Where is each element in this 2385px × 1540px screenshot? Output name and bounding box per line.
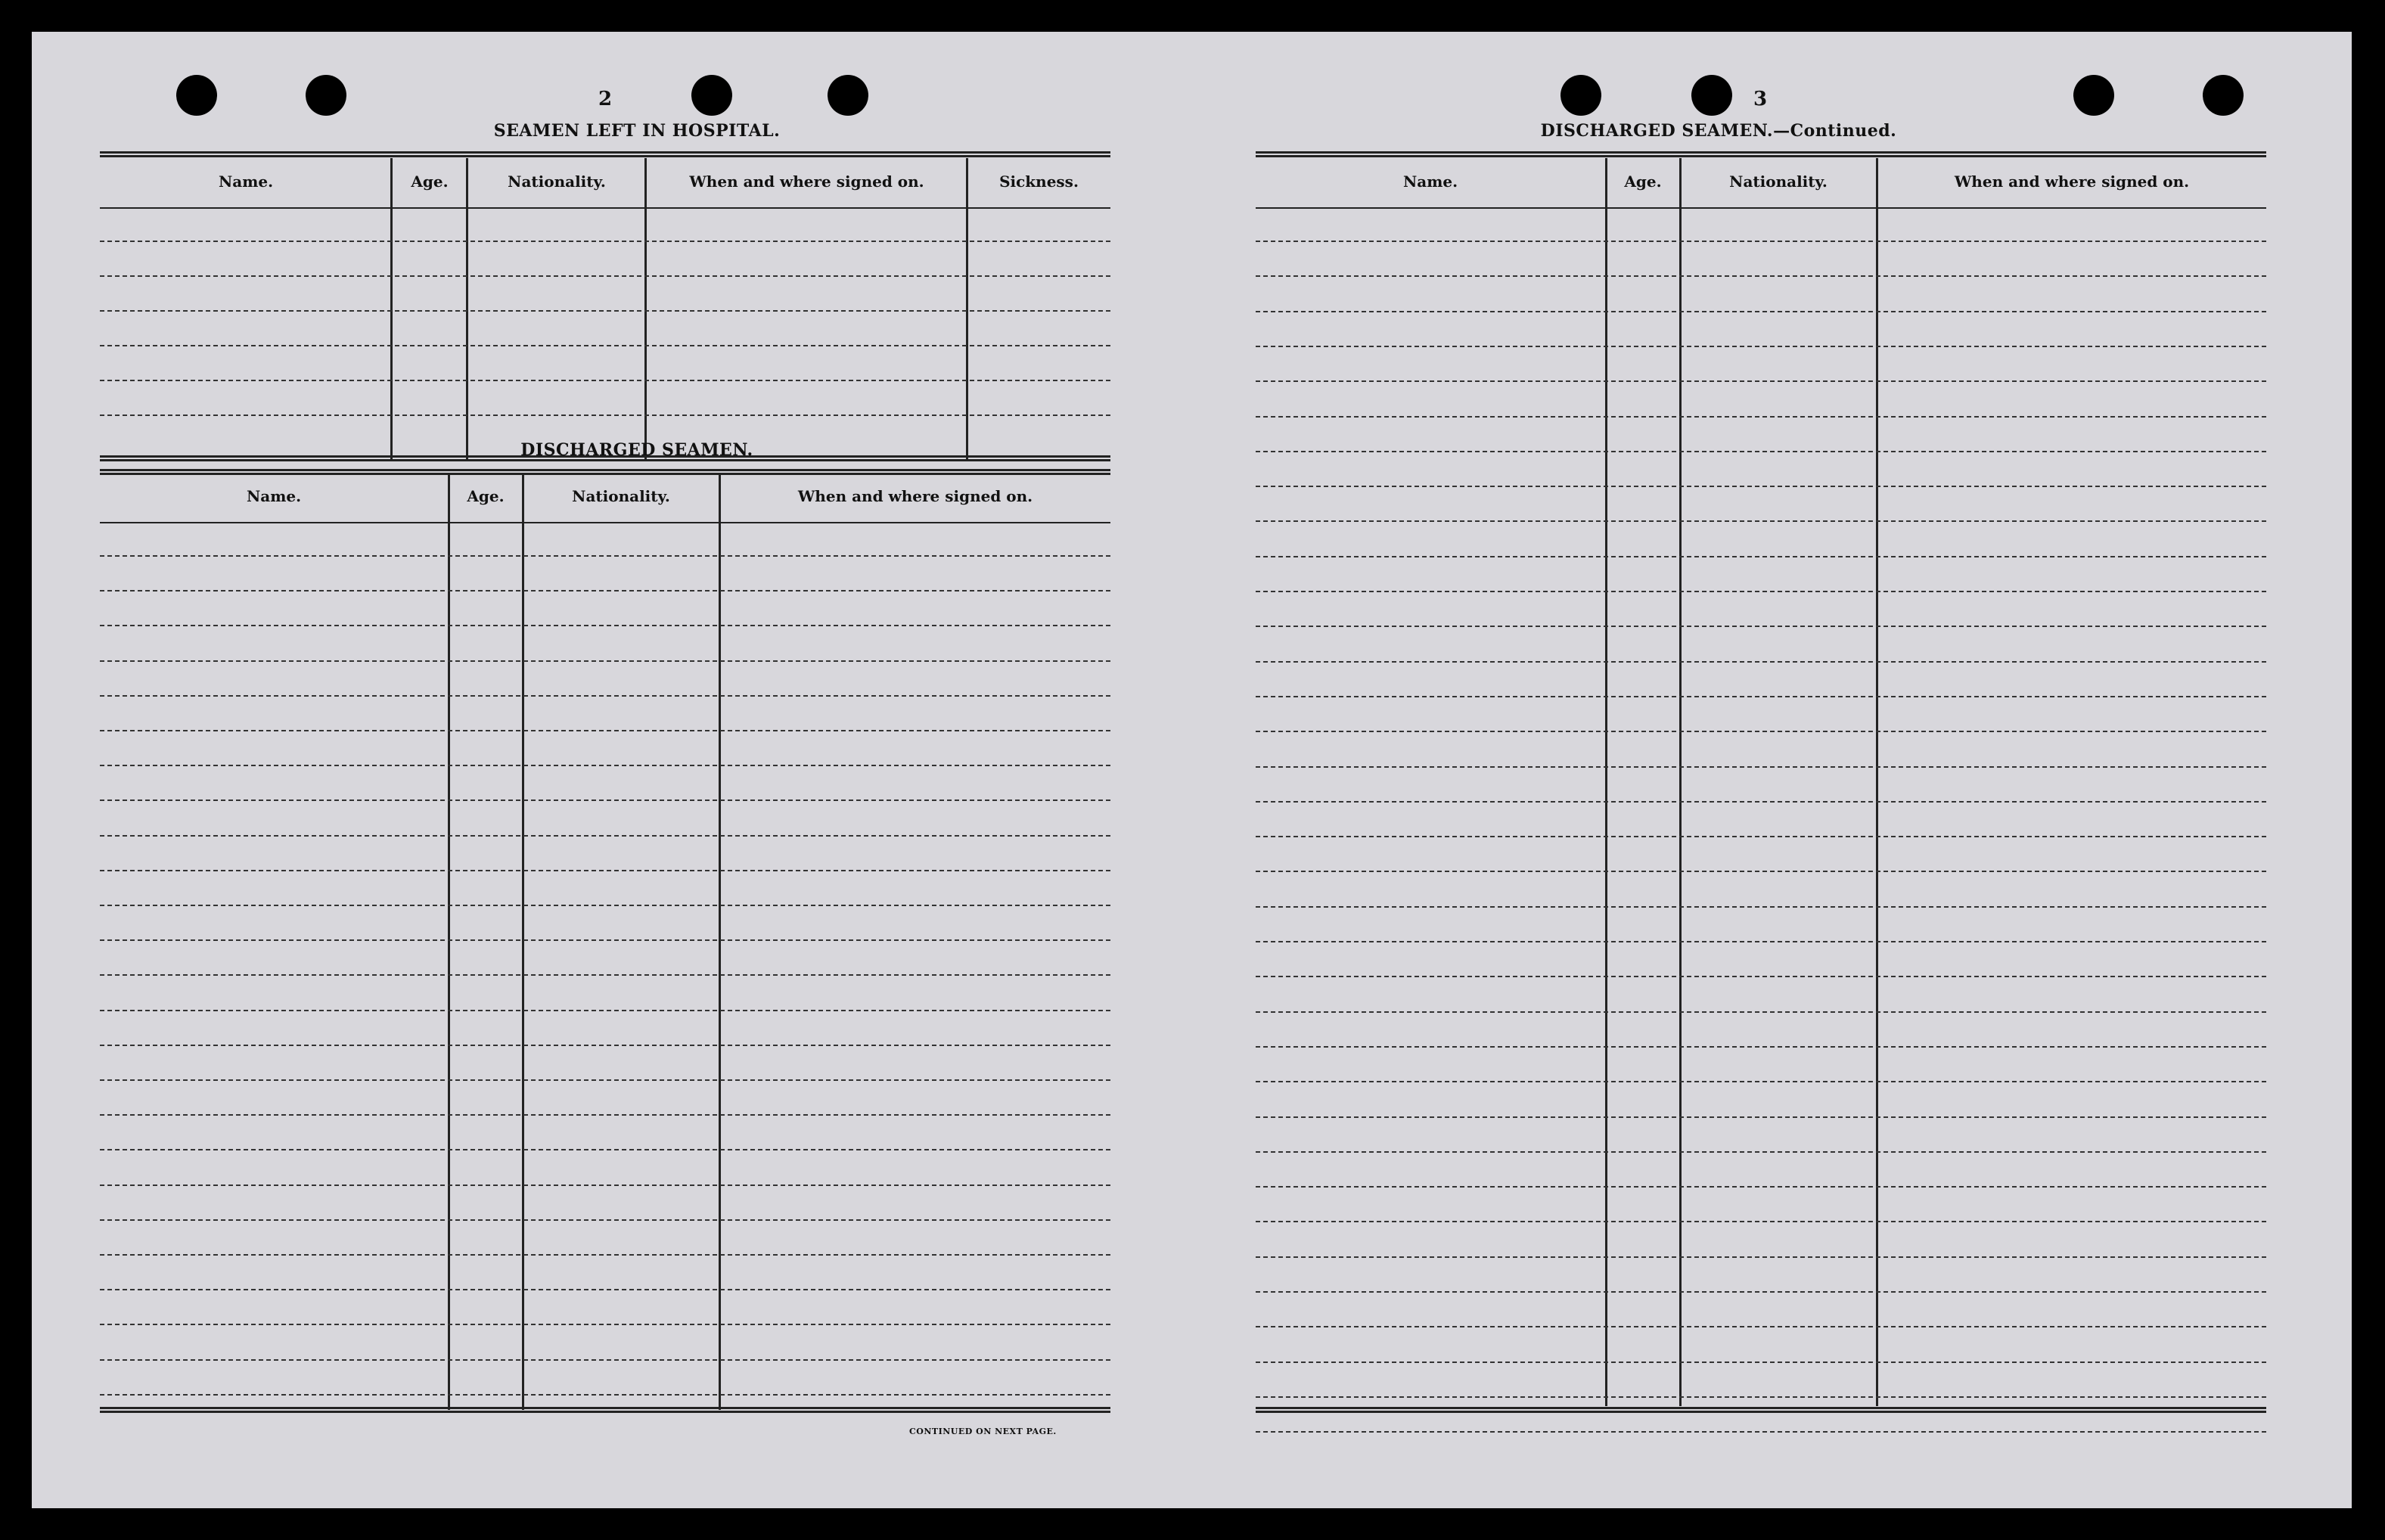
table-row-line	[100, 835, 1110, 837]
table-row-line	[1256, 976, 2266, 977]
table-row-line	[100, 1324, 1110, 1325]
hospital-col-name: Name.	[218, 172, 274, 191]
discharged-col-nationality: Nationality.	[572, 487, 670, 505]
table-row-line	[100, 799, 1110, 801]
table-row-line	[1256, 1081, 2266, 1082]
hospital-col-sickness: Sickness.	[999, 172, 1079, 191]
form-sheet	[32, 32, 2352, 1508]
punch-hole	[828, 75, 868, 116]
table-row-line	[1256, 1291, 2266, 1293]
table-row-line	[1256, 801, 2266, 803]
right-col-name: Name.	[1402, 172, 1458, 191]
discharged-col-age: Age.	[467, 487, 505, 505]
table-row-line	[100, 1010, 1110, 1011]
table-row-line	[100, 1114, 1110, 1116]
table-row-line	[100, 1149, 1110, 1150]
table-row-line	[100, 1045, 1110, 1046]
table-row-line	[100, 1079, 1110, 1081]
right-header-rule	[1256, 207, 2266, 209]
table-row-line	[100, 590, 1110, 591]
table-row-line	[100, 1359, 1110, 1361]
table-row-line	[100, 905, 1110, 906]
table-row-line	[1256, 1151, 2266, 1153]
punch-hole	[1560, 75, 1601, 116]
table-row-line	[1256, 275, 2266, 277]
punch-hole	[2073, 75, 2114, 116]
table-row-line	[100, 414, 1110, 416]
table-row-line	[1256, 451, 2266, 452]
table-row-line	[1256, 731, 2266, 732]
table-row-line	[1256, 346, 2266, 347]
table-row-line	[1256, 1046, 2266, 1048]
right-table-bottom-rule	[1256, 1407, 2266, 1413]
hospital-col-nationality: Nationality.	[508, 172, 606, 191]
table-row-line	[100, 310, 1110, 312]
right-col-when-where: When and where signed on.	[1954, 172, 2190, 191]
table-row-line	[1256, 311, 2266, 312]
discharged-continued-title: DISCHARGED SEAMEN.—Continued.	[1540, 121, 1897, 141]
hospital-col-age: Age.	[411, 172, 449, 191]
table-row-line	[1256, 696, 2266, 697]
discharged-col-divider	[522, 475, 524, 1410]
table-row-line	[1256, 1431, 2266, 1433]
table-row-line	[1256, 871, 2266, 872]
right-col-nationality: Nationality.	[1729, 172, 1828, 191]
discharged-table-bottom-rule	[100, 1407, 1110, 1413]
table-row-line	[1256, 1221, 2266, 1222]
discharged-col-name: Name.	[246, 487, 302, 505]
table-row-line	[100, 1254, 1110, 1256]
table-row-line	[1256, 766, 2266, 768]
hospital-table-top-rule	[100, 151, 1110, 157]
discharged-header-rule	[100, 522, 1110, 523]
table-row-line	[1256, 1326, 2266, 1327]
table-row-line	[100, 660, 1110, 662]
discharged-table-top-rule	[100, 469, 1110, 475]
table-row-line	[100, 1394, 1110, 1396]
table-row-line	[1256, 941, 2266, 942]
table-row-line	[100, 765, 1110, 766]
right-table-top-rule	[1256, 151, 2266, 157]
discharged-col-divider	[448, 475, 450, 1410]
table-row-line	[1256, 626, 2266, 627]
table-row-line	[1256, 380, 2266, 382]
table-row-line	[1256, 1186, 2266, 1188]
table-row-line	[100, 870, 1110, 871]
page-number-left: 2	[598, 88, 613, 110]
table-row-line	[1256, 556, 2266, 557]
table-row-line	[100, 1289, 1110, 1290]
punch-hole	[306, 75, 346, 116]
table-row-line	[1256, 836, 2266, 837]
punch-hole	[691, 75, 732, 116]
table-row-line	[100, 695, 1110, 697]
table-row-line	[1256, 1116, 2266, 1118]
punch-hole	[2203, 75, 2244, 116]
table-row-line	[1256, 1256, 2266, 1258]
table-row-line	[100, 939, 1110, 941]
table-row-line	[100, 555, 1110, 557]
table-row-line	[1256, 591, 2266, 592]
table-row-line	[1256, 486, 2266, 487]
table-row-line	[1256, 906, 2266, 908]
table-row-line	[1256, 416, 2266, 418]
table-row-line	[100, 380, 1110, 381]
hospital-col-when-where: When and where signed on.	[689, 172, 924, 191]
right-col-age: Age.	[1624, 172, 1662, 191]
table-row-line	[1256, 1011, 2266, 1013]
table-row-line	[1256, 241, 2266, 242]
discharged-section-title: DISCHARGED SEAMEN.	[520, 440, 753, 460]
table-row-line	[100, 1184, 1110, 1186]
table-row-line	[100, 730, 1110, 731]
table-row-line	[1256, 520, 2266, 522]
table-row-line	[100, 1219, 1110, 1221]
punch-hole	[176, 75, 217, 116]
table-row-line	[1256, 1361, 2266, 1363]
page-number-right: 3	[1753, 88, 1768, 110]
table-row-line	[100, 345, 1110, 346]
table-row-line	[1256, 661, 2266, 663]
discharged-col-divider	[719, 475, 721, 1410]
table-row-line	[1256, 1396, 2266, 1398]
hospital-section-title: SEAMEN LEFT IN HOSPITAL.	[493, 121, 781, 141]
hospital-header-rule	[100, 207, 1110, 209]
table-row-line	[100, 275, 1110, 277]
table-row-line	[100, 974, 1110, 976]
discharged-col-when-where: When and where signed on.	[797, 487, 1033, 505]
table-row-line	[100, 625, 1110, 626]
table-row-line	[100, 241, 1110, 242]
punch-hole	[1691, 75, 1732, 116]
continued-on-next-page: CONTINUED ON NEXT PAGE.	[909, 1427, 1057, 1436]
